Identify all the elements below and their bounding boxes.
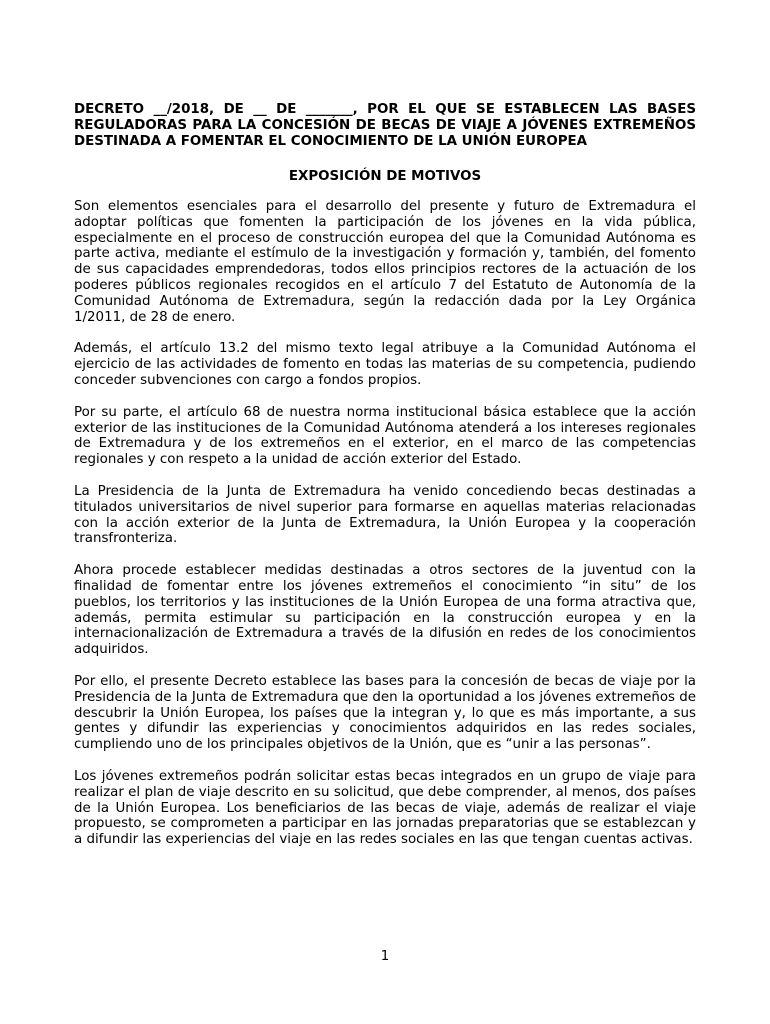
paragraph-5: Ahora procede establecer medidas destinadas a otros sectores de la juventud con la finalidad de fomentar entre los jóvenes extremeños el conocimiento “in situ” de los pueblos, los territorios y las instituciones de la Unión Europea de una forma atractiva que, además, permita estimular su participación en la construcción europea y en la internacionalización de Extremadura a través de la difusión en redes de los conocimientos adquiridos.	[74, 563, 696, 658]
paragraph-4: La Presidencia de la Junta de Extremadura ha venido concediendo becas destinadas a titulados universitarios de nivel superior para formarse en aquellas materias relacionadas con la acción exterior de la Junta de Extremadura, la Unión Europea y la cooperación transfronteriza.	[74, 483, 696, 547]
page-number: 1	[380, 949, 390, 964]
paragraph-3: Por su parte, el artículo 68 de nuestra norma institucional básica establece que la acción exterior de las instituciones de la Comunidad Autónoma atenderá a los intereses regionales de Extremadura y de los extremeños en el exterior, en el marco de las competencias regionales y con respeto a la unidad de acción exterior del Estado.	[74, 404, 696, 468]
section-heading: EXPOSICIÓN DE MOTIVOS	[288, 169, 482, 184]
paragraph-2: Además, el artículo 13.2 del mismo texto legal atribuye a la Comunidad Autónoma el ejercicio de las actividades de fomento en todas las materias de su competencia, pudiendo conceder subvenciones con cargo a fondos propios.	[74, 341, 696, 388]
paragraph-1: Son elementos esenciales para el desarrollo del presente y futuro de Extremadura el adoptar políticas que fomenten la participación de los jóvenes en la vida pública, especialmente en el proceso de construcción europea del que la Comunidad Autónoma es parte activa, mediante el estímulo de la investigación y formación y, también, del fomento de sus capacidades emprendedoras, todos ellos principios rectores de la actuación de los poderes públicos regionales recogidos en el artículo 7 del Estatuto de Autonomía de la Comunidad Autónoma de Extremadura, según la redacción dada por la Ley Orgánica 1/2011, de 28 de enero.	[74, 199, 696, 325]
paragraph-7: Los jóvenes extremeños podrán solicitar estas becas integrados en un grupo de viaje para realizar el plan de viaje descrito en su solicitud, que debe comprender, al menos, dos países de la Unión Europea. Los beneficiarios de las becas de viaje, además de realizar el viaje propuesto, se comprometen a participar en las jornadas preparatorias que se establezcan y a difundir las experiencias del viaje en las redes sociales en las que tengan cuentas activas.	[74, 768, 696, 848]
document-title: DECRETO __/2018, DE __ DE _______, POR EL QUE SE ESTABLECEN LAS BASES REGULADORAS PARA LA CONCESIÓN DE BECAS DE VIAJE A JÓVENES EXTREMEÑOS DESTINADA A FOMENTAR EL CONOCIMIENTO DE LA UNIÓN EUROPEA	[74, 102, 696, 149]
document-page	[74, 102, 696, 848]
paragraph-6: Por ello, el presente Decreto establece las bases para la concesión de becas de viaje por la Presidencia de la Junta de Extremadura que den la oportunidad a los jóvenes extremeños de descubrir la Unión Europea, los países que la integran y, lo que es más importante, a sus gentes y difundir las experiencias y conocimientos adquiridos en las redes sociales, cumpliendo uno de los principales objetivos de la Unión, que es “unir a las personas”.	[74, 673, 696, 753]
